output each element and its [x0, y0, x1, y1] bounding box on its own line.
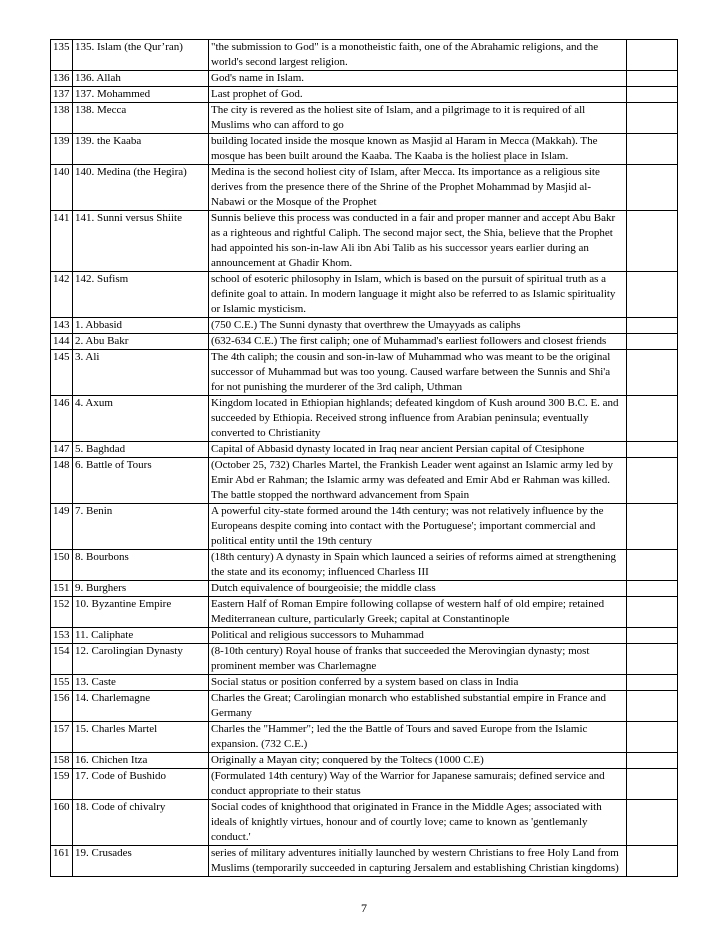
definition-cell: series of military adventures initially launched by western Christians to free Holy Land from Muslims (temporarily succeeded in capturing Jersalem and establishing Christian kingdoms)	[209, 846, 627, 877]
definition-cell: Originally a Mayan city; conquered by the Toltecs (1000 C.E)	[209, 753, 627, 769]
table-row	[51, 550, 678, 581]
definition-cell: "the submission to God" is a monotheistic faith, one of the Abrahamic religions, and the world's second largest religion.	[209, 40, 627, 71]
table-row	[51, 581, 678, 597]
empty-cell	[627, 87, 678, 103]
table-row	[51, 396, 678, 442]
definition-cell: (8-10th century) Royal house of franks that succeeded the Merovingian dynasty; most prominent member was Charlemagne	[209, 644, 627, 675]
term-cell: 4. Axum	[73, 396, 209, 442]
definition-cell: (18th century) A dynasty in Spain which launced a seiries of reforms aimed at strengthening the state and its economy; influenced Charless III	[209, 550, 627, 581]
term-cell: 16. Chichen Itza	[73, 753, 209, 769]
row-number-cell: 146	[51, 396, 73, 442]
term-cell: 138. Mecca	[73, 103, 209, 134]
table-row	[51, 800, 678, 846]
table-row	[51, 722, 678, 753]
definition-cell: (Formulated 14th century) Way of the Warrior for Japanese samurais; defined service and conduct appropriate to their status	[209, 769, 627, 800]
term-cell: 15. Charles Martel	[73, 722, 209, 753]
empty-cell	[627, 800, 678, 846]
definition-cell: Sunnis believe this process was conducted in a fair and proper manner and accept Abu Bakr as a righteous and rightful Caliph. The second major sect, the Shia, believe that the Prophet had appointed his son-in-law Ali ibn Abi Talib as his successor years earlier during an announcement at Ghadir Khom.	[209, 211, 627, 272]
empty-cell	[627, 581, 678, 597]
table-row	[51, 350, 678, 396]
table-row	[51, 504, 678, 550]
definition-cell: Political and religious successors to Muhammad	[209, 628, 627, 644]
row-number-cell: 144	[51, 334, 73, 350]
table-row	[51, 71, 678, 87]
term-cell: 141. Sunni versus Shiite	[73, 211, 209, 272]
definition-cell: Kingdom located in Ethiopian highlands; defeated kingdom of Kush around 300 B.C. E. and succeeded by Ethiopia. Received strong influence from Arabian peninsula; eventually converted to Christianity	[209, 396, 627, 442]
empty-cell	[627, 396, 678, 442]
empty-cell	[627, 597, 678, 628]
table-row	[51, 753, 678, 769]
empty-cell	[627, 753, 678, 769]
term-cell: 8. Bourbons	[73, 550, 209, 581]
table-row	[51, 318, 678, 334]
table-row	[51, 691, 678, 722]
row-number-cell: 154	[51, 644, 73, 675]
term-cell: 1. Abbasid	[73, 318, 209, 334]
empty-cell	[627, 628, 678, 644]
definition-cell: God's name in Islam.	[209, 71, 627, 87]
definition-cell: Last prophet of God.	[209, 87, 627, 103]
definition-cell: Capital of Abbasid dynasty located in Iraq near ancient Persian capital of Ctesiphone	[209, 442, 627, 458]
term-cell: 2. Abu Bakr	[73, 334, 209, 350]
term-cell: 3. Ali	[73, 350, 209, 396]
term-cell: 12. Carolingian Dynasty	[73, 644, 209, 675]
row-number-cell: 155	[51, 675, 73, 691]
term-cell: 6. Battle of Tours	[73, 458, 209, 504]
table-row	[51, 272, 678, 318]
table-row	[51, 334, 678, 350]
definition-cell: (October 25, 732) Charles Martel, the Frankish Leader went against an Islamic army led by Emir Abd er Rahman; the Islamic army was defeated and Emir Abd er Rahman was killed. The battle stopped the northward advancement from Spain	[209, 458, 627, 504]
empty-cell	[627, 350, 678, 396]
row-number-cell: 158	[51, 753, 73, 769]
term-cell: 9. Burghers	[73, 581, 209, 597]
row-number-cell: 147	[51, 442, 73, 458]
term-cell: 13. Caste	[73, 675, 209, 691]
table-row	[51, 87, 678, 103]
definition-cell: The city is revered as the holiest site of Islam, and a pilgrimage to it is required of all Muslims who can afford to go	[209, 103, 627, 134]
empty-cell	[627, 272, 678, 318]
empty-cell	[627, 691, 678, 722]
definition-cell: Dutch equivalence of bourgeoisie; the middle class	[209, 581, 627, 597]
row-number-cell: 140	[51, 165, 73, 211]
empty-cell	[627, 165, 678, 211]
term-cell: 5. Baghdad	[73, 442, 209, 458]
table-row	[51, 40, 678, 71]
row-number-cell: 156	[51, 691, 73, 722]
term-cell: 10. Byzantine Empire	[73, 597, 209, 628]
empty-cell	[627, 134, 678, 165]
row-number-cell: 150	[51, 550, 73, 581]
row-number-cell: 145	[51, 350, 73, 396]
term-cell: 142. Sufism	[73, 272, 209, 318]
empty-cell	[627, 675, 678, 691]
empty-cell	[627, 334, 678, 350]
row-number-cell: 138	[51, 103, 73, 134]
row-number-cell: 141	[51, 211, 73, 272]
definition-cell: The 4th caliph; the cousin and son-in-law of Muhammad who was meant to be the original successor of Muhammad but was too young. Caused warfare between the Sunnis and Shi'a for not punishing the murderer of the 3rd caliph, Uthman	[209, 350, 627, 396]
row-number-cell: 135	[51, 40, 73, 71]
table-row	[51, 846, 678, 877]
empty-cell	[627, 722, 678, 753]
definition-cell: Social status or position conferred by a system based on class in India	[209, 675, 627, 691]
row-number-cell: 151	[51, 581, 73, 597]
term-cell: 19. Crusades	[73, 846, 209, 877]
empty-cell	[627, 40, 678, 71]
table-row	[51, 103, 678, 134]
table-row	[51, 134, 678, 165]
definition-cell: A powerful city-state formed around the 14th century; was not relatively influence by the Europeans despite coming into contact with the Portuguese'; important commercial and political entity until the 19th century	[209, 504, 627, 550]
table-row	[51, 458, 678, 504]
table-row	[51, 675, 678, 691]
definition-cell: Social codes of knighthood that originated in France in the Middle Ages; associated with ideals of knightly virtues, honour and of courtly love; came to known as 'gentlemanly conduct.'	[209, 800, 627, 846]
term-cell: 140. Medina (the Hegira)	[73, 165, 209, 211]
table-row	[51, 644, 678, 675]
empty-cell	[627, 846, 678, 877]
row-number-cell: 148	[51, 458, 73, 504]
definition-cell: Eastern Half of Roman Empire following collapse of western half of old empire; retained Mediterranean culture, particularly Greek; capital at Constantinople	[209, 597, 627, 628]
row-number-cell: 137	[51, 87, 73, 103]
term-cell: 7. Benin	[73, 504, 209, 550]
term-cell: 137. Mohammed	[73, 87, 209, 103]
row-number-cell: 143	[51, 318, 73, 334]
table-row	[51, 597, 678, 628]
glossary-rows	[51, 40, 678, 877]
row-number-cell: 139	[51, 134, 73, 165]
glossary-table	[50, 39, 678, 877]
table-row	[51, 165, 678, 211]
empty-cell	[627, 458, 678, 504]
row-number-cell: 157	[51, 722, 73, 753]
row-number-cell: 142	[51, 272, 73, 318]
definition-cell: (750 C.E.) The Sunni dynasty that overthrew the Umayyads as caliphs	[209, 318, 627, 334]
table-row	[51, 628, 678, 644]
term-cell: 18. Code of chivalry	[73, 800, 209, 846]
empty-cell	[627, 550, 678, 581]
term-cell: 135. Islam (the Qur’ran)	[73, 40, 209, 71]
row-number-cell: 136	[51, 71, 73, 87]
empty-cell	[627, 442, 678, 458]
term-cell: 14. Charlemagne	[73, 691, 209, 722]
row-number-cell: 159	[51, 769, 73, 800]
empty-cell	[627, 103, 678, 134]
empty-cell	[627, 71, 678, 87]
empty-cell	[627, 318, 678, 334]
page-number: 7	[361, 901, 367, 915]
term-cell: 11. Caliphate	[73, 628, 209, 644]
term-cell: 139. the Kaaba	[73, 134, 209, 165]
row-number-cell: 149	[51, 504, 73, 550]
row-number-cell: 153	[51, 628, 73, 644]
definition-cell: school of esoteric philosophy in Islam, which is based on the pursuit of spiritual truth as a definite goal to attain. In modern language it might also be referred to as Islamic spirituality or Islamic mysticism.	[209, 272, 627, 318]
empty-cell	[627, 504, 678, 550]
term-cell: 17. Code of Bushido	[73, 769, 209, 800]
table-row	[51, 769, 678, 800]
definition-cell: Charles the "Hammer"; led the the Battle of Tours and saved Europe from the Islamic expansion. (732 C.E.)	[209, 722, 627, 753]
term-cell: 136. Allah	[73, 71, 209, 87]
empty-cell	[627, 644, 678, 675]
table-row	[51, 442, 678, 458]
empty-cell	[627, 769, 678, 800]
definition-cell: (632-634 C.E.) The first caliph; one of Muhammad's earliest followers and closest friends	[209, 334, 627, 350]
definition-cell: Medina is the second holiest city of Islam, after Mecca. Its importance as a religious site derives from the presence there of the Shrine of the Prophet Mohammad by Masjid al-Nabawi or the Mosque of the Prophet	[209, 165, 627, 211]
definition-cell: building located inside the mosque known as Masjid al Haram in Mecca (Makkah). The mosque has been built around the Kaaba. The Kaaba is the holiest place in Islam.	[209, 134, 627, 165]
definition-cell: Charles the Great; Carolingian monarch who established substantial empire in France and Germany	[209, 691, 627, 722]
row-number-cell: 152	[51, 597, 73, 628]
row-number-cell: 161	[51, 846, 73, 877]
table-row	[51, 211, 678, 272]
empty-cell	[627, 211, 678, 272]
row-number-cell: 160	[51, 800, 73, 846]
